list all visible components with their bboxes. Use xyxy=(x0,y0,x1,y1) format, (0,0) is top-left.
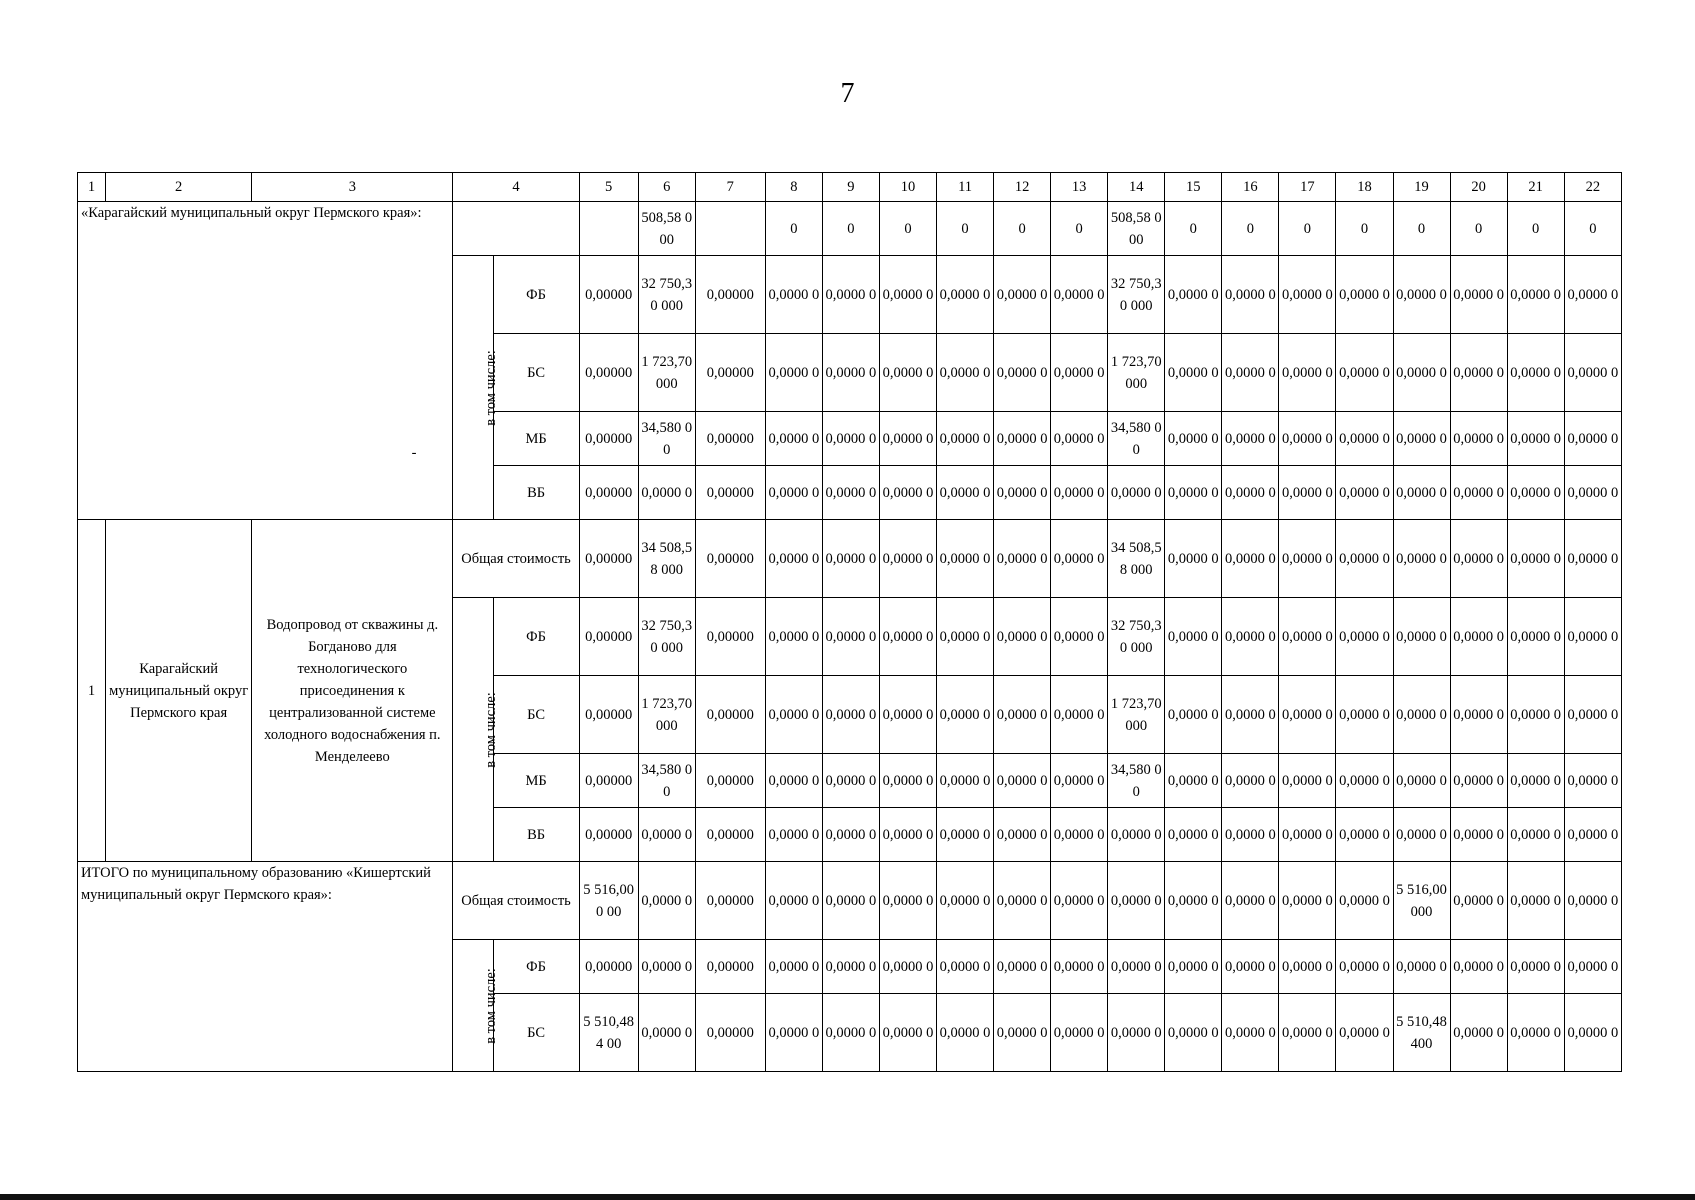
value-cell: 32 750,30 000 xyxy=(1108,256,1165,334)
value-cell: 0 xyxy=(1051,202,1108,256)
value-cell: 0,0000 0 xyxy=(879,412,936,466)
value-cell: 0,0000 0 xyxy=(1336,940,1393,994)
value-cell: 0,0000 0 xyxy=(1507,256,1564,334)
value-cell: 0,0000 0 xyxy=(638,940,695,994)
value-cell: 0,0000 0 xyxy=(937,520,994,598)
value-cell: 0 xyxy=(765,202,822,256)
value-cell: 0,0000 0 xyxy=(1507,334,1564,412)
value-cell: 0,0000 0 xyxy=(1222,676,1279,754)
value-cell: 0,00000 xyxy=(579,334,638,412)
value-cell: 0,0000 0 xyxy=(1051,598,1108,676)
value-cell: 32 750,30 000 xyxy=(638,256,695,334)
value-cell: 0,0000 0 xyxy=(1222,412,1279,466)
value-cell: 0,00000 xyxy=(695,256,765,334)
value-cell: 0,0000 0 xyxy=(1165,862,1222,940)
value-cell: 0,00000 xyxy=(695,334,765,412)
value-cell: 0,0000 0 xyxy=(1336,520,1393,598)
value-cell: 0,0000 0 xyxy=(994,598,1051,676)
value-cell: 0,0000 0 xyxy=(765,754,822,808)
value-cell: 508,58 000 xyxy=(1108,202,1165,256)
value-cell: 0,0000 0 xyxy=(1507,466,1564,520)
value-cell: 0,0000 0 xyxy=(1450,412,1507,466)
table-row xyxy=(78,173,1622,202)
value-cell: 0 xyxy=(1564,202,1621,256)
value-cell: 0,0000 0 xyxy=(994,754,1051,808)
in-total-text: в том числе: xyxy=(483,691,500,768)
column-header: 21 xyxy=(1507,173,1564,202)
value-cell: 0,0000 0 xyxy=(1222,862,1279,940)
value-cell: 0,0000 0 xyxy=(937,808,994,862)
value-cell: 0,0000 0 xyxy=(1507,520,1564,598)
value-cell: 0,0000 0 xyxy=(1222,994,1279,1072)
value-cell: 0 xyxy=(1165,202,1222,256)
value-cell: 0,0000 0 xyxy=(1051,940,1108,994)
value-cell: 0,0000 0 xyxy=(879,466,936,520)
value-cell: 5 516,000 00 xyxy=(579,862,638,940)
column-header: 7 xyxy=(695,173,765,202)
value-cell: 0,0000 0 xyxy=(1165,466,1222,520)
value-cell: 0,00000 xyxy=(579,808,638,862)
value-cell: 0,0000 0 xyxy=(822,256,879,334)
table-row xyxy=(78,520,1622,598)
value-cell: 0,0000 0 xyxy=(1051,256,1108,334)
value-cell: 0,0000 0 xyxy=(1279,808,1336,862)
column-header: 3 xyxy=(252,173,453,202)
page-number: 7 xyxy=(840,78,855,109)
value-cell: 0,0000 0 xyxy=(879,334,936,412)
value-cell: 0,0000 0 xyxy=(1279,466,1336,520)
value-cell: 0 xyxy=(994,202,1051,256)
value-cell: 0,0000 0 xyxy=(1336,256,1393,334)
value-cell: 0,0000 0 xyxy=(994,808,1051,862)
value-cell: 0,0000 0 xyxy=(1336,862,1393,940)
fund-label: БС xyxy=(493,676,579,754)
value-cell: 0,0000 0 xyxy=(638,862,695,940)
value-cell: 0,0000 0 xyxy=(1564,940,1621,994)
value-cell: 0,0000 0 xyxy=(822,862,879,940)
value-cell: 508,58 000 xyxy=(638,202,695,256)
value-cell: 0,0000 0 xyxy=(1279,940,1336,994)
value-cell: 0,0000 0 xyxy=(1393,808,1450,862)
value-cell: 1 723,70 000 xyxy=(1108,334,1165,412)
value-cell: 5 510,484 00 xyxy=(579,994,638,1072)
object-name: Водопровод от скважины д. Богданово для технологического присоединения к централизованной системе холодного водоснабжения п. Менделеево xyxy=(252,520,453,862)
value-cell: 0,0000 0 xyxy=(1222,598,1279,676)
value-cell: 0,0000 0 xyxy=(1165,808,1222,862)
value-cell: 0,0000 0 xyxy=(822,466,879,520)
value-cell: 0,0000 0 xyxy=(1393,256,1450,334)
value-cell: 0,0000 0 xyxy=(1279,412,1336,466)
column-header: 15 xyxy=(1165,173,1222,202)
value-cell: 1 723,70 000 xyxy=(1108,676,1165,754)
column-header: 12 xyxy=(994,173,1051,202)
fund-label: МБ xyxy=(493,412,579,466)
value-cell: 0,0000 0 xyxy=(994,676,1051,754)
total-cost-label: Общая стоимость xyxy=(453,862,579,940)
value-cell: 0,0000 0 xyxy=(822,994,879,1072)
value-cell: 0,0000 0 xyxy=(1051,676,1108,754)
value-cell: 0,0000 0 xyxy=(937,940,994,994)
value-cell: 0,0000 0 xyxy=(822,412,879,466)
value-cell: 0,0000 0 xyxy=(1450,940,1507,994)
value-cell: 0,0000 0 xyxy=(1165,598,1222,676)
column-header: 1 xyxy=(78,173,106,202)
value-cell: 0,0000 0 xyxy=(1564,808,1621,862)
column-header: 13 xyxy=(1051,173,1108,202)
value-cell: 0,0000 0 xyxy=(1393,520,1450,598)
value-cell: 0,0000 0 xyxy=(765,808,822,862)
value-cell: 0,0000 0 xyxy=(1564,412,1621,466)
value-cell: 0,0000 0 xyxy=(1564,598,1621,676)
value-cell: 34,580 00 xyxy=(1108,754,1165,808)
value-cell: 0,0000 0 xyxy=(1165,676,1222,754)
value-cell: 0,0000 0 xyxy=(1222,334,1279,412)
column-header: 19 xyxy=(1393,173,1450,202)
value-cell: 0,0000 0 xyxy=(1507,754,1564,808)
value-cell: 0,0000 0 xyxy=(1564,862,1621,940)
value-cell: 0,0000 0 xyxy=(879,676,936,754)
column-header: 20 xyxy=(1450,173,1507,202)
value-cell: 0,0000 0 xyxy=(1450,520,1507,598)
fund-label: БС xyxy=(493,334,579,412)
value-cell: 0,0000 0 xyxy=(1336,466,1393,520)
value-cell: 0,0000 0 xyxy=(994,256,1051,334)
value-cell: 0,0000 0 xyxy=(1507,598,1564,676)
value-cell: 0,0000 0 xyxy=(1336,808,1393,862)
value-cell: 0,0000 0 xyxy=(1450,598,1507,676)
total-label-empty xyxy=(453,202,579,256)
value-cell: 34,580 00 xyxy=(638,412,695,466)
value-cell: 0,0000 0 xyxy=(1165,412,1222,466)
value-cell: 34 508,58 000 xyxy=(638,520,695,598)
value-cell: 0,0000 0 xyxy=(1051,808,1108,862)
value-cell: 0,0000 0 xyxy=(1222,808,1279,862)
value-cell: 0,00000 xyxy=(579,466,638,520)
value-cell: 0,0000 0 xyxy=(765,520,822,598)
section-title-text: «Карагайский муниципальный округ Пермского края»: xyxy=(81,205,422,221)
value-cell: 1 723,70 000 xyxy=(638,334,695,412)
value-cell: 0,0000 0 xyxy=(1450,676,1507,754)
value-cell: 0,0000 0 xyxy=(1165,994,1222,1072)
table-row xyxy=(78,862,1622,940)
value-cell: 0,0000 0 xyxy=(1222,466,1279,520)
value-cell: 0,0000 0 xyxy=(1336,598,1393,676)
in-total-label xyxy=(453,598,500,862)
row-number: 1 xyxy=(78,520,106,862)
value-cell: 0,0000 0 xyxy=(1450,862,1507,940)
column-header: 17 xyxy=(1279,173,1336,202)
value-cell: 0,0000 0 xyxy=(1279,598,1336,676)
table-row xyxy=(78,202,1622,256)
column-header: 5 xyxy=(579,173,638,202)
value-cell: 0,00000 xyxy=(695,754,765,808)
value-cell: 0,0000 0 xyxy=(1564,466,1621,520)
value-cell: 0,00000 xyxy=(579,754,638,808)
value-cell: 0,0000 0 xyxy=(1507,676,1564,754)
value-cell: 0,00000 xyxy=(579,676,638,754)
value-cell: 0,0000 0 xyxy=(1279,256,1336,334)
value-cell: 0,0000 0 xyxy=(879,754,936,808)
value-cell: 0,0000 0 xyxy=(1450,256,1507,334)
value-cell: 0,0000 0 xyxy=(822,676,879,754)
value-cell: 0,0000 0 xyxy=(638,994,695,1072)
value-cell: 0,0000 0 xyxy=(1279,862,1336,940)
column-header: 16 xyxy=(1222,173,1279,202)
value-cell: 0,0000 0 xyxy=(937,412,994,466)
value-cell: 0,0000 0 xyxy=(1051,334,1108,412)
value-cell: 0,0000 0 xyxy=(1279,334,1336,412)
value-cell: 0,0000 0 xyxy=(638,808,695,862)
value-cell: 0,0000 0 xyxy=(879,256,936,334)
value-cell: 0,0000 0 xyxy=(765,466,822,520)
column-header: 2 xyxy=(106,173,252,202)
value-cell: 0,0000 0 xyxy=(1165,754,1222,808)
fund-label: ВБ xyxy=(493,466,579,520)
value-cell: 0,0000 0 xyxy=(1165,520,1222,598)
value-cell: 0,0000 0 xyxy=(1279,754,1336,808)
total-cost-label: Общая стоимость xyxy=(453,520,579,598)
value-cell: 0,0000 0 xyxy=(1051,754,1108,808)
value-cell: 0,0000 0 xyxy=(1507,808,1564,862)
value-cell: 0,00000 xyxy=(579,412,638,466)
value-cell: 0 xyxy=(1450,202,1507,256)
value-cell: 0,0000 0 xyxy=(1450,808,1507,862)
value-cell: 0,00000 xyxy=(695,412,765,466)
column-header: 11 xyxy=(937,173,994,202)
fund-label: ФБ xyxy=(493,598,579,676)
in-total-text: в том числе: xyxy=(483,349,500,426)
value-cell: 0 xyxy=(1336,202,1393,256)
in-total-label xyxy=(453,940,500,1072)
value-cell: 0,0000 0 xyxy=(994,940,1051,994)
section-title: ИТОГО по муниципальному образованию «Кишертский муниципальный округ Пермского края»: xyxy=(78,862,453,1072)
value-cell: 0,0000 0 xyxy=(822,808,879,862)
value-cell: 0,0000 0 xyxy=(1450,754,1507,808)
value-cell: 0,0000 0 xyxy=(937,256,994,334)
value-cell: 0,0000 0 xyxy=(1051,466,1108,520)
column-header: 4 xyxy=(453,173,579,202)
value-cell: 0,0000 0 xyxy=(1564,754,1621,808)
fund-label: БС xyxy=(493,994,579,1072)
value-cell: 0,0000 0 xyxy=(994,412,1051,466)
value-cell: 0,0000 0 xyxy=(1507,412,1564,466)
value-cell: 0 xyxy=(1393,202,1450,256)
value-cell: 0,0000 0 xyxy=(1507,940,1564,994)
value-cell: 0,00000 xyxy=(579,256,638,334)
column-header: 9 xyxy=(822,173,879,202)
value-cell: 0,0000 0 xyxy=(1279,520,1336,598)
value-cell: 5 510,48 400 xyxy=(1393,994,1450,1072)
value-cell: 0,0000 0 xyxy=(1507,994,1564,1072)
value-cell xyxy=(579,202,638,256)
value-cell: 0,0000 0 xyxy=(822,520,879,598)
fund-label: ФБ xyxy=(493,940,579,994)
value-cell: 0,0000 0 xyxy=(937,862,994,940)
value-cell: 1 723,70 000 xyxy=(638,676,695,754)
value-cell: 0,0000 0 xyxy=(994,520,1051,598)
value-cell: 0 xyxy=(822,202,879,256)
value-cell: 0,0000 0 xyxy=(1393,940,1450,994)
value-cell: 0,0000 0 xyxy=(1051,994,1108,1072)
value-cell: 34,580 00 xyxy=(638,754,695,808)
value-cell: 0,0000 0 xyxy=(879,808,936,862)
value-cell: 0,0000 0 xyxy=(1450,466,1507,520)
value-cell: 0,0000 0 xyxy=(1222,754,1279,808)
value-cell: 0,0000 0 xyxy=(1393,412,1450,466)
dash-mark: - xyxy=(411,445,417,461)
value-cell: 0,0000 0 xyxy=(937,754,994,808)
scan-edge xyxy=(0,1194,1695,1200)
value-cell: 0,0000 0 xyxy=(879,940,936,994)
value-cell: 0,00000 xyxy=(695,520,765,598)
value-cell: 0,0000 0 xyxy=(1564,994,1621,1072)
value-cell: 0,0000 0 xyxy=(1222,520,1279,598)
value-cell xyxy=(695,202,765,256)
value-cell: 0,0000 0 xyxy=(765,994,822,1072)
value-cell: 0,00000 xyxy=(579,940,638,994)
value-cell: 0,00000 xyxy=(695,862,765,940)
section-title xyxy=(78,202,453,520)
value-cell: 0,0000 0 xyxy=(879,862,936,940)
value-cell: 0,0000 0 xyxy=(937,598,994,676)
column-header: 6 xyxy=(638,173,695,202)
value-cell: 0,0000 0 xyxy=(765,256,822,334)
value-cell: 0,0000 0 xyxy=(765,676,822,754)
in-total-text: в том числе: xyxy=(483,967,500,1044)
value-cell: 0,0000 0 xyxy=(1051,520,1108,598)
value-cell: 0 xyxy=(1222,202,1279,256)
column-header: 14 xyxy=(1108,173,1165,202)
value-cell: 0,0000 0 xyxy=(1222,940,1279,994)
value-cell: 0,0000 0 xyxy=(1393,334,1450,412)
value-cell: 0 xyxy=(1507,202,1564,256)
value-cell: 0,0000 0 xyxy=(1165,334,1222,412)
value-cell: 0,0000 0 xyxy=(1336,676,1393,754)
value-cell: 0 xyxy=(879,202,936,256)
value-cell: 0,0000 0 xyxy=(1336,994,1393,1072)
value-cell: 0,0000 0 xyxy=(1051,412,1108,466)
value-cell: 5 516,00 000 xyxy=(1393,862,1450,940)
value-cell: 0,0000 0 xyxy=(765,334,822,412)
value-cell: 0,0000 0 xyxy=(994,994,1051,1072)
value-cell: 0,0000 0 xyxy=(1450,994,1507,1072)
value-cell: 0,0000 0 xyxy=(1336,412,1393,466)
value-cell: 0,0000 0 xyxy=(765,598,822,676)
value-cell: 0,0000 0 xyxy=(765,940,822,994)
value-cell: 0 xyxy=(1279,202,1336,256)
column-header: 8 xyxy=(765,173,822,202)
value-cell: 0,0000 0 xyxy=(994,334,1051,412)
value-cell: 0,0000 0 xyxy=(879,994,936,1072)
value-cell: 0,0000 0 xyxy=(879,520,936,598)
value-cell: 0,00000 xyxy=(695,598,765,676)
value-cell: 0,0000 0 xyxy=(822,754,879,808)
value-cell: 0,00000 xyxy=(579,598,638,676)
value-cell: 0,0000 0 xyxy=(1279,994,1336,1072)
value-cell: 0,0000 0 xyxy=(1051,862,1108,940)
value-cell: 0,0000 0 xyxy=(1564,520,1621,598)
value-cell: 0,0000 0 xyxy=(1165,940,1222,994)
value-cell: 0,0000 0 xyxy=(879,598,936,676)
value-cell: 0,0000 0 xyxy=(1393,754,1450,808)
value-cell: 0 xyxy=(937,202,994,256)
value-cell: 0,0000 0 xyxy=(1108,808,1165,862)
value-cell: 0,0000 0 xyxy=(1165,256,1222,334)
value-cell: 0,0000 0 xyxy=(1564,334,1621,412)
value-cell: 0,0000 0 xyxy=(937,466,994,520)
value-cell: 0,0000 0 xyxy=(1222,256,1279,334)
fund-label: ФБ xyxy=(493,256,579,334)
value-cell: 0,00000 xyxy=(695,466,765,520)
value-cell: 0,00000 xyxy=(695,676,765,754)
budget-table xyxy=(77,172,1622,1072)
value-cell: 0,0000 0 xyxy=(1393,676,1450,754)
value-cell: 0,00000 xyxy=(695,994,765,1072)
value-cell: 0,0000 0 xyxy=(937,334,994,412)
value-cell: 0,0000 0 xyxy=(1336,754,1393,808)
column-header: 18 xyxy=(1336,173,1393,202)
value-cell: 34,580 00 xyxy=(1108,412,1165,466)
value-cell: 0,00000 xyxy=(695,940,765,994)
fund-label: МБ xyxy=(493,754,579,808)
value-cell: 0,0000 0 xyxy=(1450,334,1507,412)
value-cell: 0,0000 0 xyxy=(638,466,695,520)
value-cell: 0,0000 0 xyxy=(1393,466,1450,520)
value-cell: 0,0000 0 xyxy=(822,940,879,994)
value-cell: 34 508,58 000 xyxy=(1108,520,1165,598)
value-cell: 0,0000 0 xyxy=(1564,676,1621,754)
value-cell: 0,0000 0 xyxy=(765,412,822,466)
value-cell: 32 750,30 000 xyxy=(1108,598,1165,676)
in-total-label xyxy=(453,256,500,520)
value-cell: 0,0000 0 xyxy=(1564,256,1621,334)
value-cell: 0,0000 0 xyxy=(1336,334,1393,412)
value-cell: 0,0000 0 xyxy=(1507,862,1564,940)
value-cell: 0,0000 0 xyxy=(994,466,1051,520)
value-cell: 0,0000 0 xyxy=(765,862,822,940)
value-cell: 0,0000 0 xyxy=(822,334,879,412)
value-cell: 0,0000 0 xyxy=(1108,940,1165,994)
value-cell: 0,00000 xyxy=(695,808,765,862)
value-cell: 0,00000 xyxy=(579,520,638,598)
value-cell: 32 750,30 000 xyxy=(638,598,695,676)
value-cell: 0,0000 0 xyxy=(1108,466,1165,520)
fund-label: ВБ xyxy=(493,808,579,862)
value-cell: 0,0000 0 xyxy=(937,994,994,1072)
column-header: 22 xyxy=(1564,173,1621,202)
value-cell: 0,0000 0 xyxy=(1279,676,1336,754)
value-cell: 0,0000 0 xyxy=(1108,994,1165,1072)
value-cell: 0,0000 0 xyxy=(937,676,994,754)
value-cell: 0,0000 0 xyxy=(994,862,1051,940)
municipality-name: Карагайский муниципальный округ Пермского края xyxy=(106,520,252,862)
value-cell: 0,0000 0 xyxy=(1108,862,1165,940)
value-cell: 0,0000 0 xyxy=(1393,598,1450,676)
value-cell: 0,0000 0 xyxy=(822,598,879,676)
column-header: 10 xyxy=(879,173,936,202)
